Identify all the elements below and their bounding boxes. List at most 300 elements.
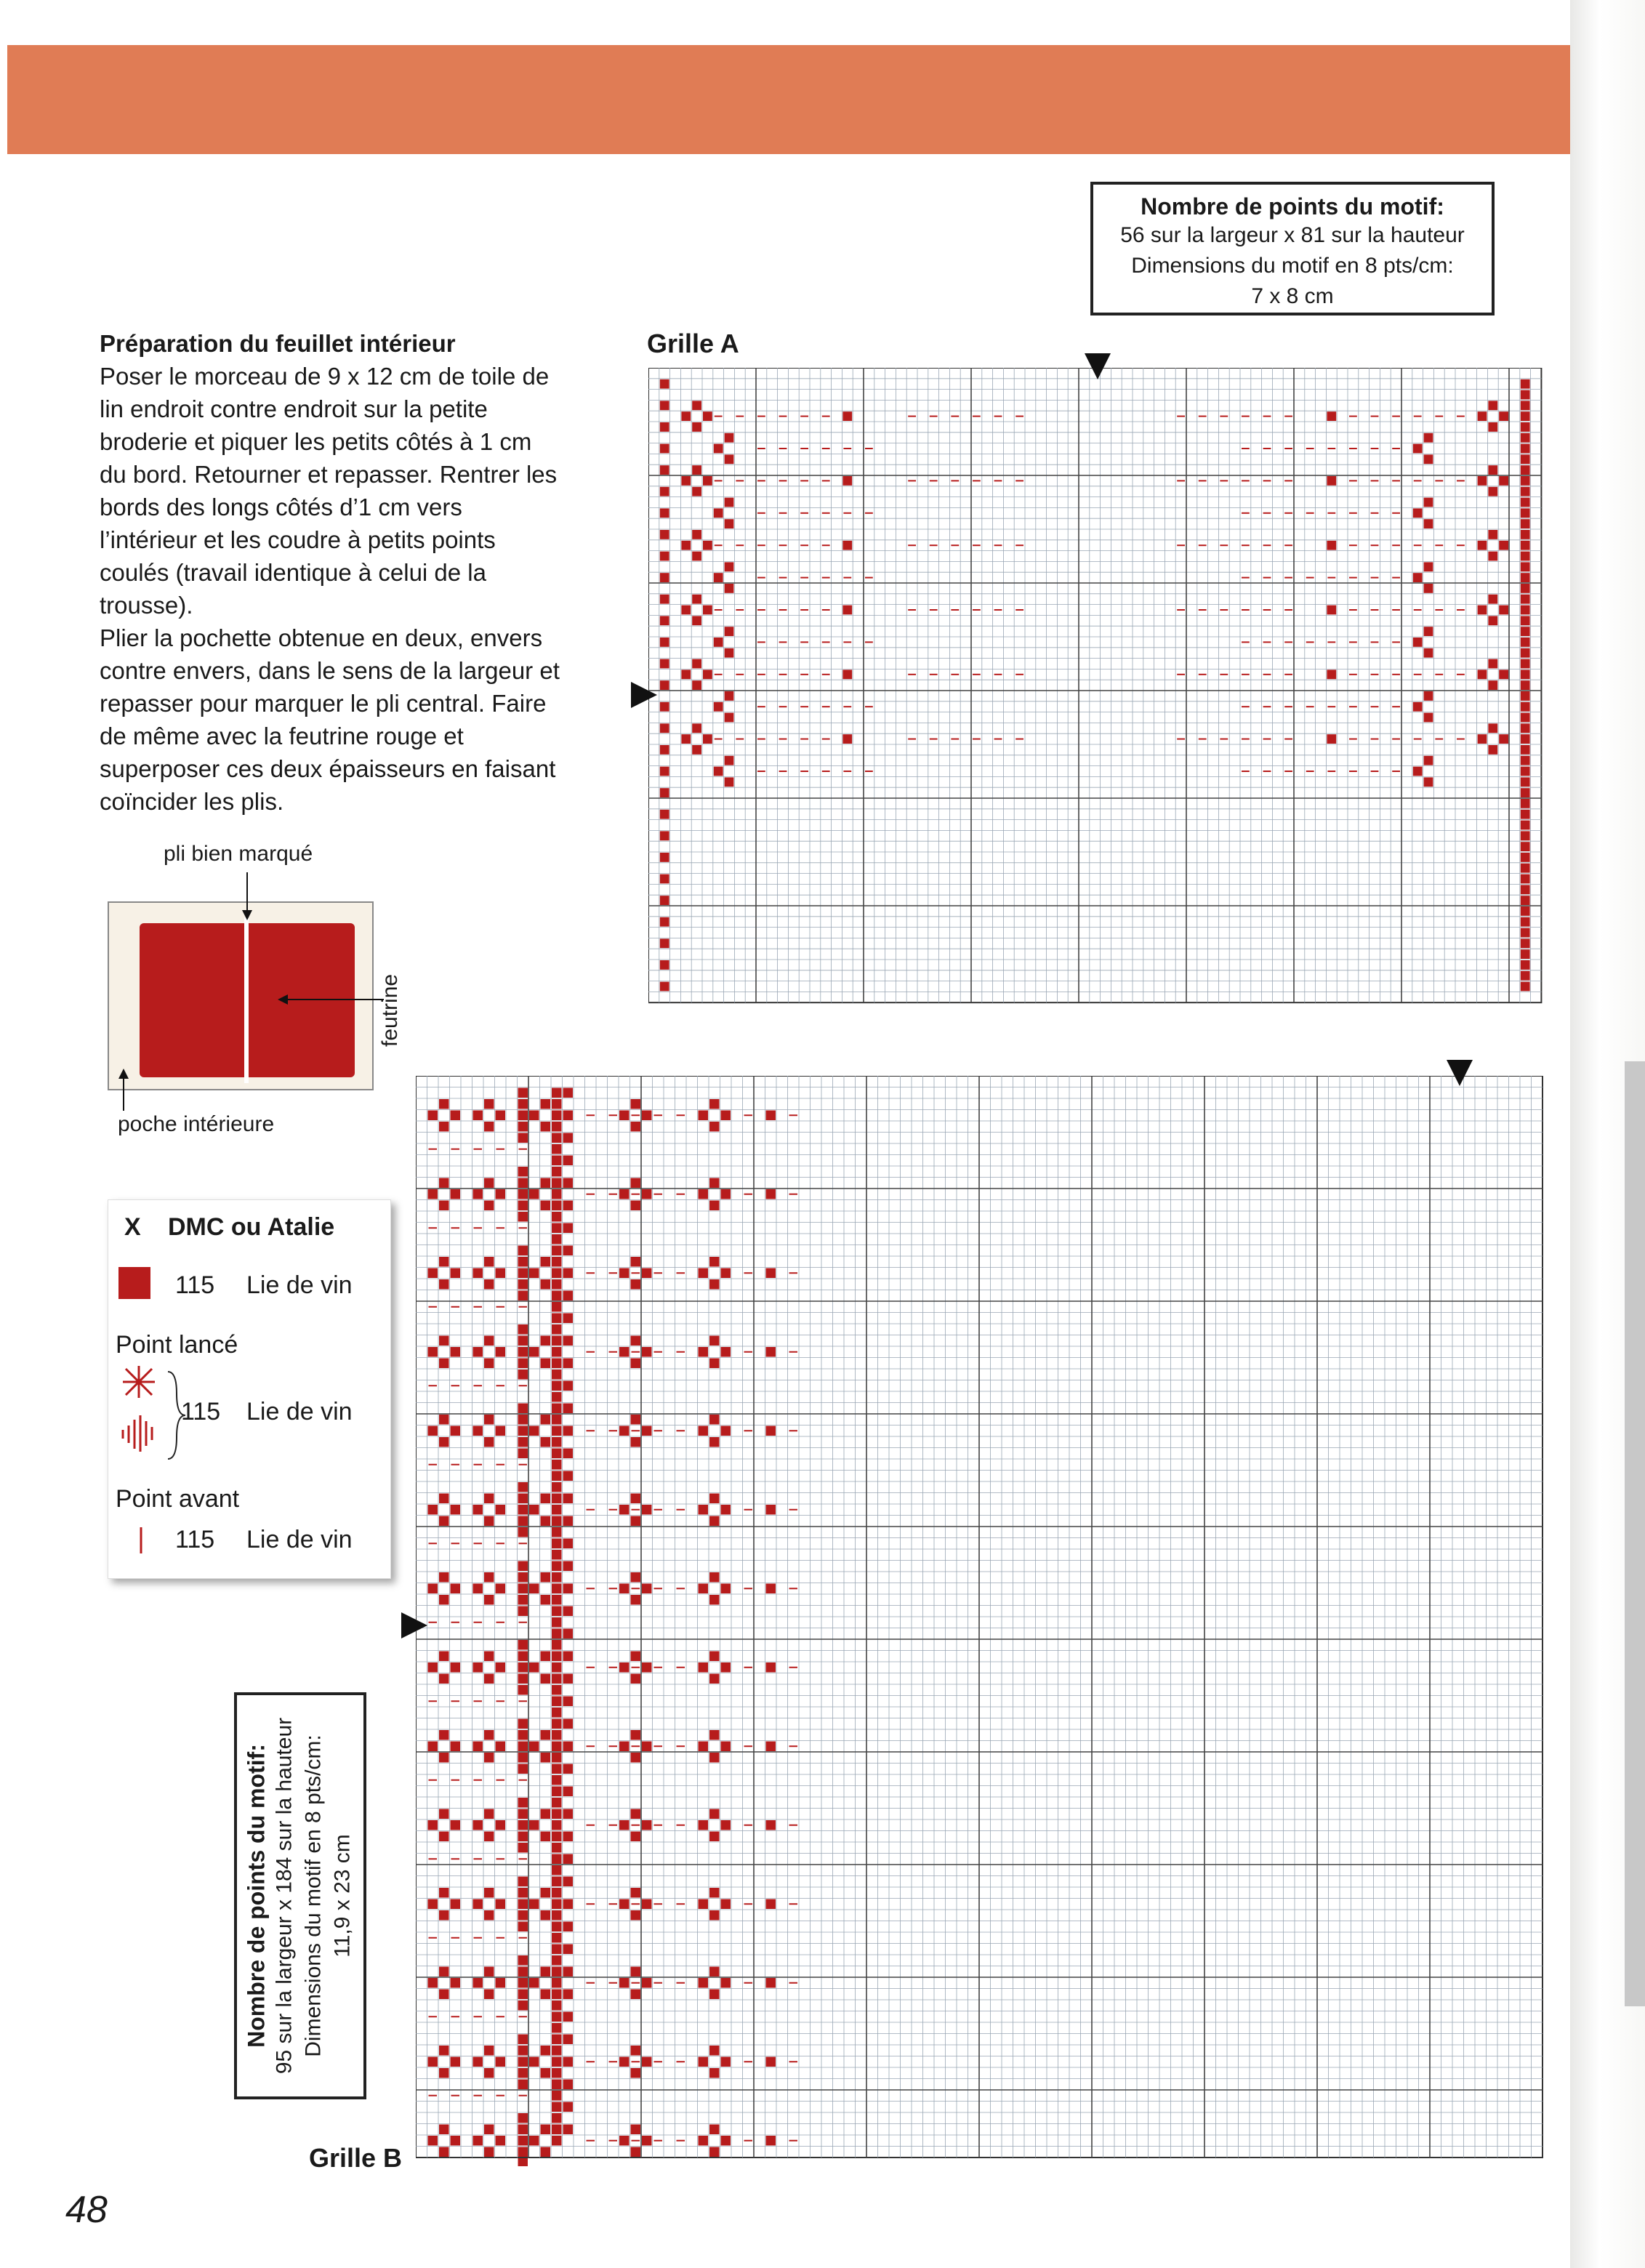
stitch [552, 1359, 562, 1369]
stitch [725, 584, 734, 593]
stitch [563, 1449, 574, 1459]
diamond-stitch [1478, 669, 1487, 679]
diamond-stitch [484, 1832, 494, 1842]
diamond-stitch [1499, 411, 1508, 421]
stitch [1424, 562, 1433, 571]
stitch [1327, 734, 1336, 744]
stitch [660, 960, 669, 970]
stitch [552, 1708, 562, 1718]
arc-stitch [518, 1764, 528, 1774]
diamond-stitch [552, 1820, 562, 1830]
diamond-stitch [619, 1347, 630, 1357]
diamond-stitch [439, 2125, 449, 2135]
stitch [1521, 885, 1530, 894]
diamond-stitch [541, 1494, 551, 1504]
diamond-stitch [439, 1572, 449, 1583]
diamond-stitch [1499, 669, 1508, 679]
diamond-stitch [484, 1809, 494, 1819]
diamond-stitch [439, 2147, 449, 2158]
stitch [842, 411, 852, 421]
diamond-stitch [529, 1978, 539, 1988]
stitch [766, 1899, 776, 1910]
motif-a-title: Nombre de points du motif: [1141, 193, 1444, 220]
diamond-stitch [709, 1595, 720, 1605]
diamond-stitch [473, 1268, 483, 1279]
diamond-stitch [428, 2136, 438, 2146]
diamond-stitch [699, 1820, 709, 1830]
diamond-stitch [428, 1268, 438, 1279]
diamond-stitch [428, 1426, 438, 1436]
arc-stitch [518, 1843, 528, 1853]
diamond-stitch [473, 1584, 483, 1594]
diamond-stitch [484, 1888, 494, 1898]
diamond-stitch [703, 606, 712, 615]
diamond-stitch [496, 1820, 506, 1830]
stitch [1521, 519, 1530, 528]
diamond-stitch [552, 1978, 562, 1988]
diamond-stitch [473, 1820, 483, 1830]
diamond-stitch [642, 2136, 652, 2146]
stitch [552, 1572, 562, 1583]
diamond-stitch [1478, 476, 1487, 486]
stitch [1521, 756, 1530, 765]
arc-stitch [518, 1370, 528, 1380]
diamond-stitch [428, 1820, 438, 1830]
stitch [1327, 411, 1336, 421]
legend-color-name: Lie de vin [246, 1271, 353, 1299]
stitch [552, 2035, 562, 2045]
stitch [660, 702, 669, 712]
stitch [1521, 606, 1530, 615]
diamond-stitch [619, 1899, 630, 1910]
stitch [660, 745, 669, 755]
stitch [766, 1742, 776, 1752]
diamond-stitch [529, 1584, 539, 1594]
arc-stitch [518, 1652, 528, 1662]
stitch [725, 648, 734, 658]
stitch [552, 2023, 562, 2033]
stitch [563, 1088, 574, 1098]
stitch [563, 2102, 574, 2112]
arc-stitch [518, 1730, 528, 1740]
stitch [1424, 519, 1433, 528]
diamond-stitch [484, 2046, 494, 2056]
diamond-stitch [439, 1730, 449, 1740]
diamond-stitch [692, 530, 701, 539]
stitch [725, 756, 734, 765]
motif-b-line3: 11,9 x 23 cm [330, 1834, 355, 1958]
diamond-stitch [484, 1201, 494, 1211]
diamond-stitch [631, 1415, 641, 1425]
stitch [552, 1460, 562, 1470]
stitch [1521, 573, 1530, 582]
diamond-stitch [619, 1584, 630, 1594]
diamond-stitch [1499, 734, 1508, 744]
diamond-stitch [541, 1967, 551, 1977]
diamond-stitch [709, 1967, 720, 1977]
diamond-stitch [703, 476, 712, 486]
diamond-stitch [619, 1505, 630, 1515]
diamond-stitch [692, 401, 701, 410]
diamond-stitch [552, 1426, 562, 1436]
diamond-stitch [428, 1505, 438, 1515]
stitch [660, 616, 669, 625]
stitch [563, 1404, 574, 1414]
point-avant-icon [137, 1526, 145, 1555]
diamond-stitch [428, 2057, 438, 2067]
stitch [1424, 433, 1433, 443]
stitch [660, 853, 669, 862]
diamond-stitch [484, 1336, 494, 1346]
stitch [660, 680, 669, 690]
diamond-stitch [1488, 552, 1497, 561]
diamond-stitch [541, 1595, 551, 1605]
stitch [552, 1652, 562, 1662]
stitch [1521, 552, 1530, 561]
stitch [1521, 638, 1530, 647]
diamond-stitch [642, 1662, 652, 1673]
stitch [766, 1111, 776, 1121]
diamond-stitch [473, 1505, 483, 1515]
stitch [552, 1246, 562, 1256]
stitch [552, 1392, 562, 1402]
arc-stitch [518, 1978, 528, 1988]
arc-stitch [518, 1279, 528, 1290]
page-number: 48 [65, 2189, 108, 2231]
diamond-stitch [681, 669, 691, 679]
stitch [1521, 562, 1530, 571]
stitch [552, 1922, 562, 1932]
diamond-stitch [439, 1415, 449, 1425]
stitch [660, 508, 669, 518]
diamond-stitch [451, 1111, 461, 1121]
diamond-stitch [473, 1899, 483, 1910]
arc-stitch [518, 1967, 528, 1977]
diamond-stitch [1488, 745, 1497, 755]
stitch [1521, 530, 1530, 539]
diamond-stitch [642, 1347, 652, 1357]
diamond-stitch [484, 1415, 494, 1425]
diamond-stitch [484, 1753, 494, 1763]
arc-stitch [518, 1606, 528, 1617]
diamond-stitch [541, 2046, 551, 2056]
stitch [1424, 713, 1433, 723]
stitch [660, 723, 669, 733]
stitch [766, 1268, 776, 1279]
diamond-stitch [439, 2068, 449, 2078]
diamond-stitch [692, 487, 701, 496]
diamond-stitch [631, 1652, 641, 1662]
diamond-stitch [484, 1359, 494, 1369]
diamond-stitch [1488, 680, 1497, 690]
arc-stitch [518, 1133, 528, 1143]
preparation-title: Préparation du feuillet intérieur [100, 330, 456, 357]
diamond-stitch [642, 1978, 652, 1988]
diamond-stitch [529, 2057, 539, 2067]
stitch [1521, 982, 1530, 992]
diamond-stitch [631, 1279, 641, 1290]
arc-stitch [518, 1415, 528, 1425]
felt-left-panel [140, 923, 246, 1077]
diamond-stitch [619, 1268, 630, 1279]
stitch [1521, 842, 1530, 851]
stitch [1413, 702, 1423, 712]
diamond-stitch [473, 1347, 483, 1357]
arc-stitch [518, 1742, 528, 1752]
stitch [1413, 767, 1423, 776]
stitch [552, 1561, 562, 1572]
diamond-stitch [541, 1437, 551, 1447]
diamond-stitch [692, 422, 701, 432]
diamond-stitch [692, 465, 701, 475]
arc-stitch [518, 1268, 528, 1279]
diamond-stitch [709, 1122, 720, 1132]
stitch [552, 2046, 562, 2056]
diamond-stitch [709, 1910, 720, 1921]
stitch [552, 1144, 562, 1154]
stitch [552, 2091, 562, 2101]
diamond-stitch [484, 2068, 494, 2078]
stitch [660, 595, 669, 604]
diamond-stitch [1478, 734, 1487, 744]
stitch [725, 519, 734, 528]
diamond-stitch [1488, 487, 1497, 496]
stitch [552, 2080, 562, 2090]
stitch [660, 831, 669, 840]
pocket-pointer-arrow [116, 1069, 131, 1112]
stitch [1521, 616, 1530, 625]
diamond-stitch [484, 1099, 494, 1109]
diamond-stitch [541, 1415, 551, 1425]
diamond-stitch [484, 1257, 494, 1267]
diamond-stitch [642, 1268, 652, 1279]
arc-stitch [518, 1955, 528, 1966]
diamond-stitch [496, 2136, 506, 2146]
stitch [1521, 433, 1530, 443]
diamond-stitch [541, 1888, 551, 1898]
diamond-stitch [529, 2136, 539, 2146]
diamond-stitch [552, 1189, 562, 1199]
stitch [1521, 627, 1530, 636]
stitch [563, 1246, 574, 1256]
stitch [552, 1257, 562, 1267]
stitch [552, 1449, 562, 1459]
stitch [552, 1494, 562, 1504]
diamond-stitch [1478, 541, 1487, 550]
arc-stitch [518, 1178, 528, 1189]
stitch [552, 2068, 562, 2078]
stitch [1521, 465, 1530, 475]
stitch [563, 1291, 574, 1301]
arc-stitch [518, 1482, 528, 1492]
pocket-label: poche intérieure [118, 1112, 275, 1136]
motif-b-line1: 95 sur la largeur x 184 sur la hauteur [272, 1717, 297, 2075]
stitch [563, 1877, 574, 1887]
stitch [660, 810, 669, 819]
stitch [1424, 584, 1433, 593]
diamond-stitch [631, 1572, 641, 1583]
stitch [842, 734, 852, 744]
diamond-stitch [709, 1753, 720, 1763]
diamond-stitch [541, 2147, 551, 2158]
stitch [552, 2102, 562, 2112]
stitch [563, 1133, 574, 1143]
diamond-stitch [631, 2125, 641, 2135]
diamond-stitch [631, 1516, 641, 1527]
arc-stitch [518, 2000, 528, 2011]
stitch [1424, 691, 1433, 701]
stitch [842, 669, 852, 679]
stitch [552, 1640, 562, 1650]
diamond-stitch [451, 1426, 461, 1436]
diamond-stitch [703, 541, 712, 550]
diamond-stitch [1488, 723, 1497, 733]
diamond-stitch [631, 1257, 641, 1267]
diamond-stitch [631, 2068, 641, 2078]
grid-a-center-arrow-left [630, 680, 659, 709]
stitch [1521, 702, 1530, 712]
color-swatch [118, 1267, 150, 1299]
stitch [563, 1381, 574, 1391]
stitch [1521, 864, 1530, 873]
diamond-stitch [451, 1662, 461, 1673]
legend-point-avant-name: Lie de vin [246, 1526, 353, 1553]
diamond-stitch [529, 1426, 539, 1436]
stitch [563, 1606, 574, 1617]
diamond-stitch [496, 1662, 506, 1673]
arc-stitch [518, 1404, 528, 1414]
diamond-stitch [484, 2125, 494, 2135]
diamond-stitch [496, 2057, 506, 2067]
diamond-stitch [484, 1730, 494, 1740]
stitch [552, 1955, 562, 1966]
diamond-stitch [619, 1978, 630, 1988]
diamond-stitch [552, 1662, 562, 1673]
diamond-stitch [484, 1516, 494, 1527]
stitch [660, 638, 669, 647]
diamond-stitch [699, 1268, 709, 1279]
arc-stitch [518, 1257, 528, 1267]
arc-stitch [518, 1832, 528, 1842]
diamond-stitch [642, 1742, 652, 1752]
central-fold-line [244, 917, 249, 1083]
diamond-stitch [439, 2046, 449, 2056]
stitch [1521, 444, 1530, 454]
diamond-stitch [703, 411, 712, 421]
stitch [552, 2000, 562, 2011]
stitch [1521, 713, 1530, 723]
diamond-stitch [721, 1111, 731, 1121]
stitch [725, 562, 734, 571]
fold-label: pli bien marqué [164, 842, 313, 866]
diamond-stitch [541, 1201, 551, 1211]
diamond-stitch [709, 2125, 720, 2135]
stitch [563, 1314, 574, 1324]
stitch [563, 1268, 574, 1279]
diamond-stitch [699, 1505, 709, 1515]
diamond-stitch [541, 1809, 551, 1819]
diamond-stitch [428, 1111, 438, 1121]
stitch [660, 444, 669, 454]
diamond-stitch [451, 1505, 461, 1515]
diamond-stitch [642, 1426, 652, 1436]
diamond-stitch [428, 1742, 438, 1752]
arc-stitch [518, 1640, 528, 1650]
arc-stitch [518, 2080, 528, 2090]
diamond-stitch [699, 1426, 709, 1436]
stitch [1521, 379, 1530, 389]
diamond-stitch [631, 1359, 641, 1369]
stitch [552, 1945, 562, 1955]
arc-stitch [518, 1584, 528, 1594]
stitch [725, 691, 734, 701]
stitch [1424, 454, 1433, 464]
stitch [552, 1302, 562, 1312]
arc-stitch [518, 1561, 528, 1572]
diamond-stitch [552, 1584, 562, 1594]
stitch [660, 552, 669, 561]
stitch [552, 1550, 562, 1560]
stitch [1521, 541, 1530, 550]
grid-a-center-arrow-top [1083, 352, 1112, 381]
diamond-stitch [496, 1978, 506, 1988]
diamond-stitch [484, 1674, 494, 1684]
diamond-stitch [631, 1437, 641, 1447]
stitch [766, 1426, 776, 1436]
stitch [1424, 498, 1433, 507]
diamond-stitch [681, 411, 691, 421]
diamond-stitch [496, 1111, 506, 1121]
stitch [552, 1370, 562, 1380]
diamond-stitch [631, 1122, 641, 1132]
diamond-stitch [703, 669, 712, 679]
diamond-stitch [496, 1426, 506, 1436]
diamond-stitch [473, 2057, 483, 2067]
arc-stitch [518, 1572, 528, 1583]
stitch [660, 874, 669, 884]
stitch [552, 2012, 562, 2022]
stitch [660, 401, 669, 410]
diamond-stitch [552, 1742, 562, 1752]
diamond-stitch [692, 595, 701, 604]
stitch [552, 1178, 562, 1189]
stitch [766, 1662, 776, 1673]
stitch [1521, 810, 1530, 819]
diamond-stitch [709, 1888, 720, 1898]
diamond-stitch [642, 1584, 652, 1594]
arc-stitch [518, 2035, 528, 2045]
diamond-stitch [439, 1809, 449, 1819]
diamond-stitch [721, 1899, 731, 1910]
arc-stitch [518, 1685, 528, 1695]
diamond-stitch [439, 1122, 449, 1132]
stitch [552, 1787, 562, 1797]
diamond-stitch [709, 1730, 720, 1740]
stitch [552, 1539, 562, 1549]
stitch [1521, 669, 1530, 679]
diamond-stitch [552, 1899, 562, 1910]
arc-stitch [518, 1674, 528, 1684]
stitch [1521, 831, 1530, 840]
diamond-stitch [709, 1832, 720, 1842]
diamond-stitch [1499, 606, 1508, 615]
diamond-stitch [642, 2057, 652, 2067]
diamond-stitch [541, 1257, 551, 1267]
diamond-stitch [692, 616, 701, 625]
diamond-stitch [709, 2046, 720, 2056]
stitch [1521, 584, 1530, 593]
diamond-stitch [619, 1742, 630, 1752]
